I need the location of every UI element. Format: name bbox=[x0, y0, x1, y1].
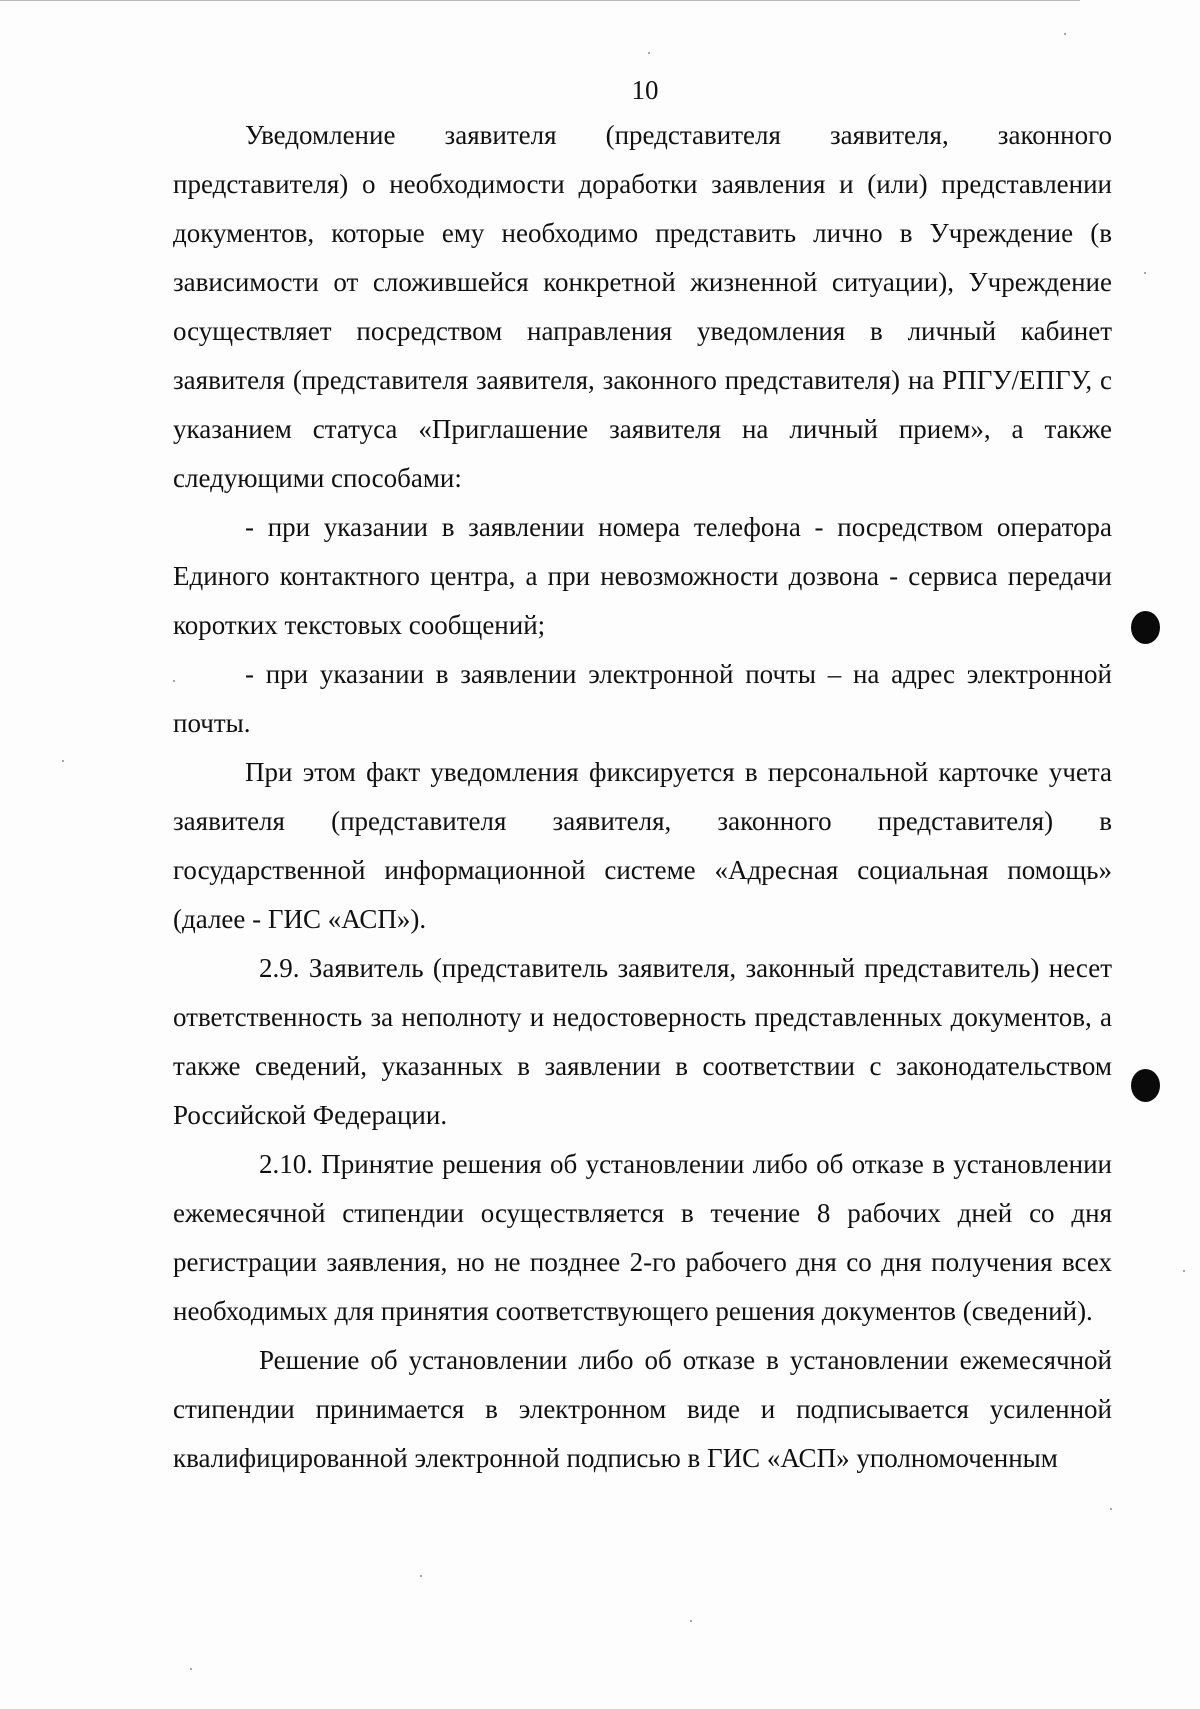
scan-speck bbox=[1183, 1270, 1185, 1272]
scan-speck bbox=[190, 1668, 192, 1670]
scan-speck bbox=[690, 1620, 692, 1622]
punch-hole-lower bbox=[1131, 1069, 1160, 1102]
paragraph-section-2-9: 2.9. Заявитель (представитель заявителя, законный представитель) несет ответственность за неполноту и недостоверность представленных документов, а также сведений, указанных в заявлении в соответствии с законодательством Российской Федерации. bbox=[173, 953, 1112, 1130]
scan-speck bbox=[62, 760, 64, 762]
scan-speck bbox=[1110, 1508, 1112, 1510]
scan-speck bbox=[1064, 33, 1066, 35]
paragraph-notification-record: При этом факт уведомления фиксируется в персональной карточке учета заявителя (представителя заявителя, законного представителя) в государственной информационной системе «Адресная социальная помощь» (далее - ГИС «АСП»). bbox=[173, 757, 1112, 934]
scan-speck bbox=[173, 680, 175, 682]
document-body bbox=[173, 111, 1112, 1483]
page-number: 10 bbox=[631, 75, 659, 105]
paragraph-email-notification: - при указании в заявлении электронной почты – на адрес электронной почты. bbox=[173, 659, 1112, 738]
paragraph-phone-notification: - при указании в заявлении номера телефона - посредством оператора Единого контактного центра, а при невозможности дозвона - сервиса передачи коротких текстовых сообщений; bbox=[173, 512, 1112, 640]
scan-speck bbox=[648, 52, 650, 54]
scan-speck bbox=[1144, 272, 1146, 274]
scan-speck bbox=[420, 1575, 422, 1577]
scan-top-edge bbox=[0, 0, 1080, 1]
punch-hole-upper bbox=[1131, 611, 1160, 644]
paragraph-section-2-10: 2.10. Принятие решения об установлении либо об отказе в установлении ежемесячной стипендии осуществляется в течение 8 рабочих дней со дня регистрации заявления, но не позднее 2-го рабочего дня со дня получения всех необходимых для принятия соответствующего решения документов (сведений). bbox=[173, 1149, 1112, 1326]
paragraph-notification-methods: Уведомление заявителя (представителя заявителя, законного представителя) о необходимости доработки заявления и (или) представлении документов, которые ему необходимо представить лично в Учреждение (в зависимости от сложившейся конкретной жизненной ситуации), Учреждение осуществляет посредством направления уведомления в личный кабинет заявителя (представителя заявителя, законного представителя) на РПГУ/ЕПГУ, с указанием статуса «Приглашение заявителя на личный прием», а также следующими способами: bbox=[173, 120, 1112, 493]
paragraph-decision-signing: Решение об установлении либо об отказе в установлении ежемесячной стипендии принимается в электронном виде и подписывается усиленной квалифицированной электронной подписью в ГИС «АСП» уполномоченным bbox=[173, 1345, 1112, 1473]
